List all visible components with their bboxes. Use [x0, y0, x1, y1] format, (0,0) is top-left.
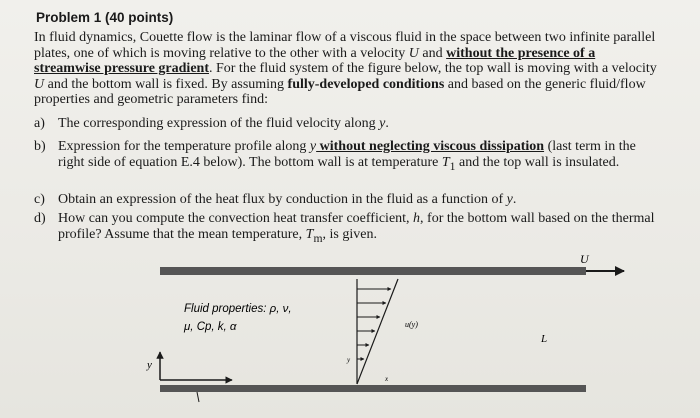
- fully-developed-emphasis: fully-developed conditions: [287, 76, 445, 92]
- x-axis-mark: [197, 392, 199, 402]
- question-text: , is given.: [322, 226, 377, 242]
- question-label: c): [34, 192, 45, 207]
- bottom-plate: [160, 385, 586, 392]
- variable-symbol: T: [305, 226, 314, 242]
- variable-symbol: y: [379, 116, 386, 131]
- fluid-properties-line-1: Fluid properties: ρ, ν,: [184, 303, 292, 315]
- profile-label: u(y): [405, 320, 418, 329]
- question-text: Obtain an expression of the heat flux by conduction in the fluid as a function of: [58, 192, 507, 207]
- question-label: d): [34, 211, 46, 226]
- intro-text-5: and based on the generic fluid/flow properties and geometric parameters find:: [34, 76, 646, 108]
- top-plate: [160, 267, 586, 275]
- question-text: How can you compute the convection heat transfer coefficient,: [58, 211, 414, 226]
- variable-symbol: y: [506, 192, 513, 207]
- variable-subscript: 1: [449, 159, 456, 173]
- variable-symbol: y: [309, 139, 317, 154]
- question-text: (last term in the right side of equation E.4 below). The bottom wall is at temperature: [58, 139, 636, 170]
- variable-symbol: h: [413, 211, 421, 226]
- wall-velocity-label: U: [580, 252, 589, 266]
- small-x-label: x: [385, 375, 389, 383]
- small-y-label: y: [347, 356, 351, 364]
- y-axis-label: y: [147, 359, 152, 371]
- intro-text-3: . For the fluid system of the figure below, the top wall is moving with a velocity: [208, 61, 657, 77]
- question-label: b): [34, 139, 46, 154]
- question-text: Expression for the temperature profile along: [58, 139, 310, 154]
- question-text: .: [385, 116, 389, 131]
- fluid-properties-line-2: μ, Cp, k, α: [184, 321, 237, 333]
- question-text: and the top wall is insulated.: [455, 154, 620, 170]
- velocity-symbol: U: [34, 76, 45, 92]
- question-text: , for the bottom wall based on the thermal profile? Assume that the mean temperature,: [58, 211, 655, 242]
- question-label: a): [34, 116, 45, 131]
- intro-text-4: and the bottom wall is fixed. By assuming: [44, 76, 288, 92]
- question-text: The corresponding expression of the fluid velocity along: [58, 116, 380, 131]
- velocity-symbol: U: [408, 45, 419, 61]
- intro-text-2: and: [418, 45, 447, 61]
- viscous-dissipation-emphasis: without neglecting viscous dissipation: [316, 139, 545, 154]
- variable-subscript: m: [313, 231, 323, 245]
- no-pressure-gradient-emphasis: without the presence of a streamwise pressure gradient: [34, 45, 596, 77]
- gap-label: L: [541, 333, 548, 345]
- question-text: .: [512, 192, 517, 207]
- variable-symbol: T: [441, 154, 450, 170]
- problem-title: Problem 1 (40 points): [36, 10, 174, 25]
- intro-text-1: In fluid dynamics, Couette flow is the laminar flow of a viscous fluid in the space between two infinite parallel plates, one of which is moving relative to the other with a velocity: [34, 30, 656, 61]
- velocity-profile-arrows: [357, 289, 391, 359]
